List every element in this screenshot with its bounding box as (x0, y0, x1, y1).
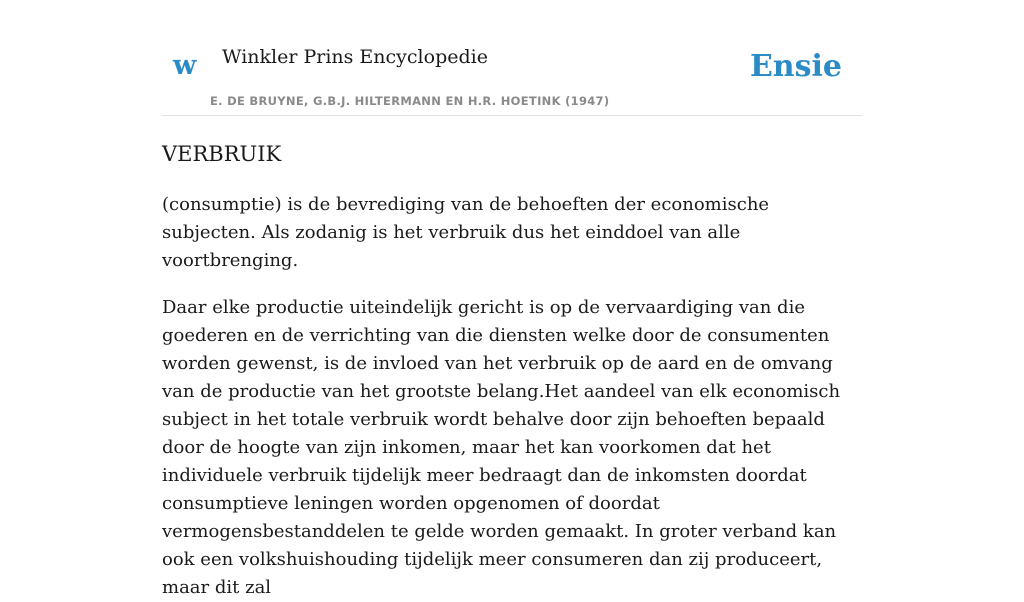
winkler-prins-logo-icon[interactable]: w (173, 50, 197, 81)
source-title[interactable]: Winkler Prins Encyclopedie (222, 46, 488, 68)
page-header (162, 0, 862, 116)
entry-title: VERBRUIK (162, 142, 282, 166)
entry-paragraph: Daar elke productie uiteindelijk gericht is op de vervaardiging van die goederen en de verrichting van die diensten welke door de consumenten worden gewenst, is de invloed van het verbruik op de aard en de omvang van de productie van het grootste belang.Het aandeel van elk economisch subject in het totale verbruik wordt behalve door zijn behoeften bepaald door de hoogte van zijn inkomen, maar het kan voorkomen dat het individuele verbruik tijdelijk meer bedraagt dan de inkomsten doordat consumptieve leningen worden opgenomen of doordat vermogensbestanddelen te gelde worden gemaakt. In groter verband kan ook een volkshuishouding tijdelijk meer consumeren dan zij produceert, maar dit zal (162, 297, 841, 599)
ensie-logo[interactable]: Ensie (749, 49, 842, 84)
entry-paragraph: (consumptie) is de bevrediging van de behoeften der economische subjecten. Als zodanig is het verbruik dus het einddoel van alle voortbrenging. (162, 194, 770, 272)
source-authors: E. DE BRUYNE, G.B.J. HILTERMANN EN H.R. HOETINK (1947) (210, 94, 610, 108)
